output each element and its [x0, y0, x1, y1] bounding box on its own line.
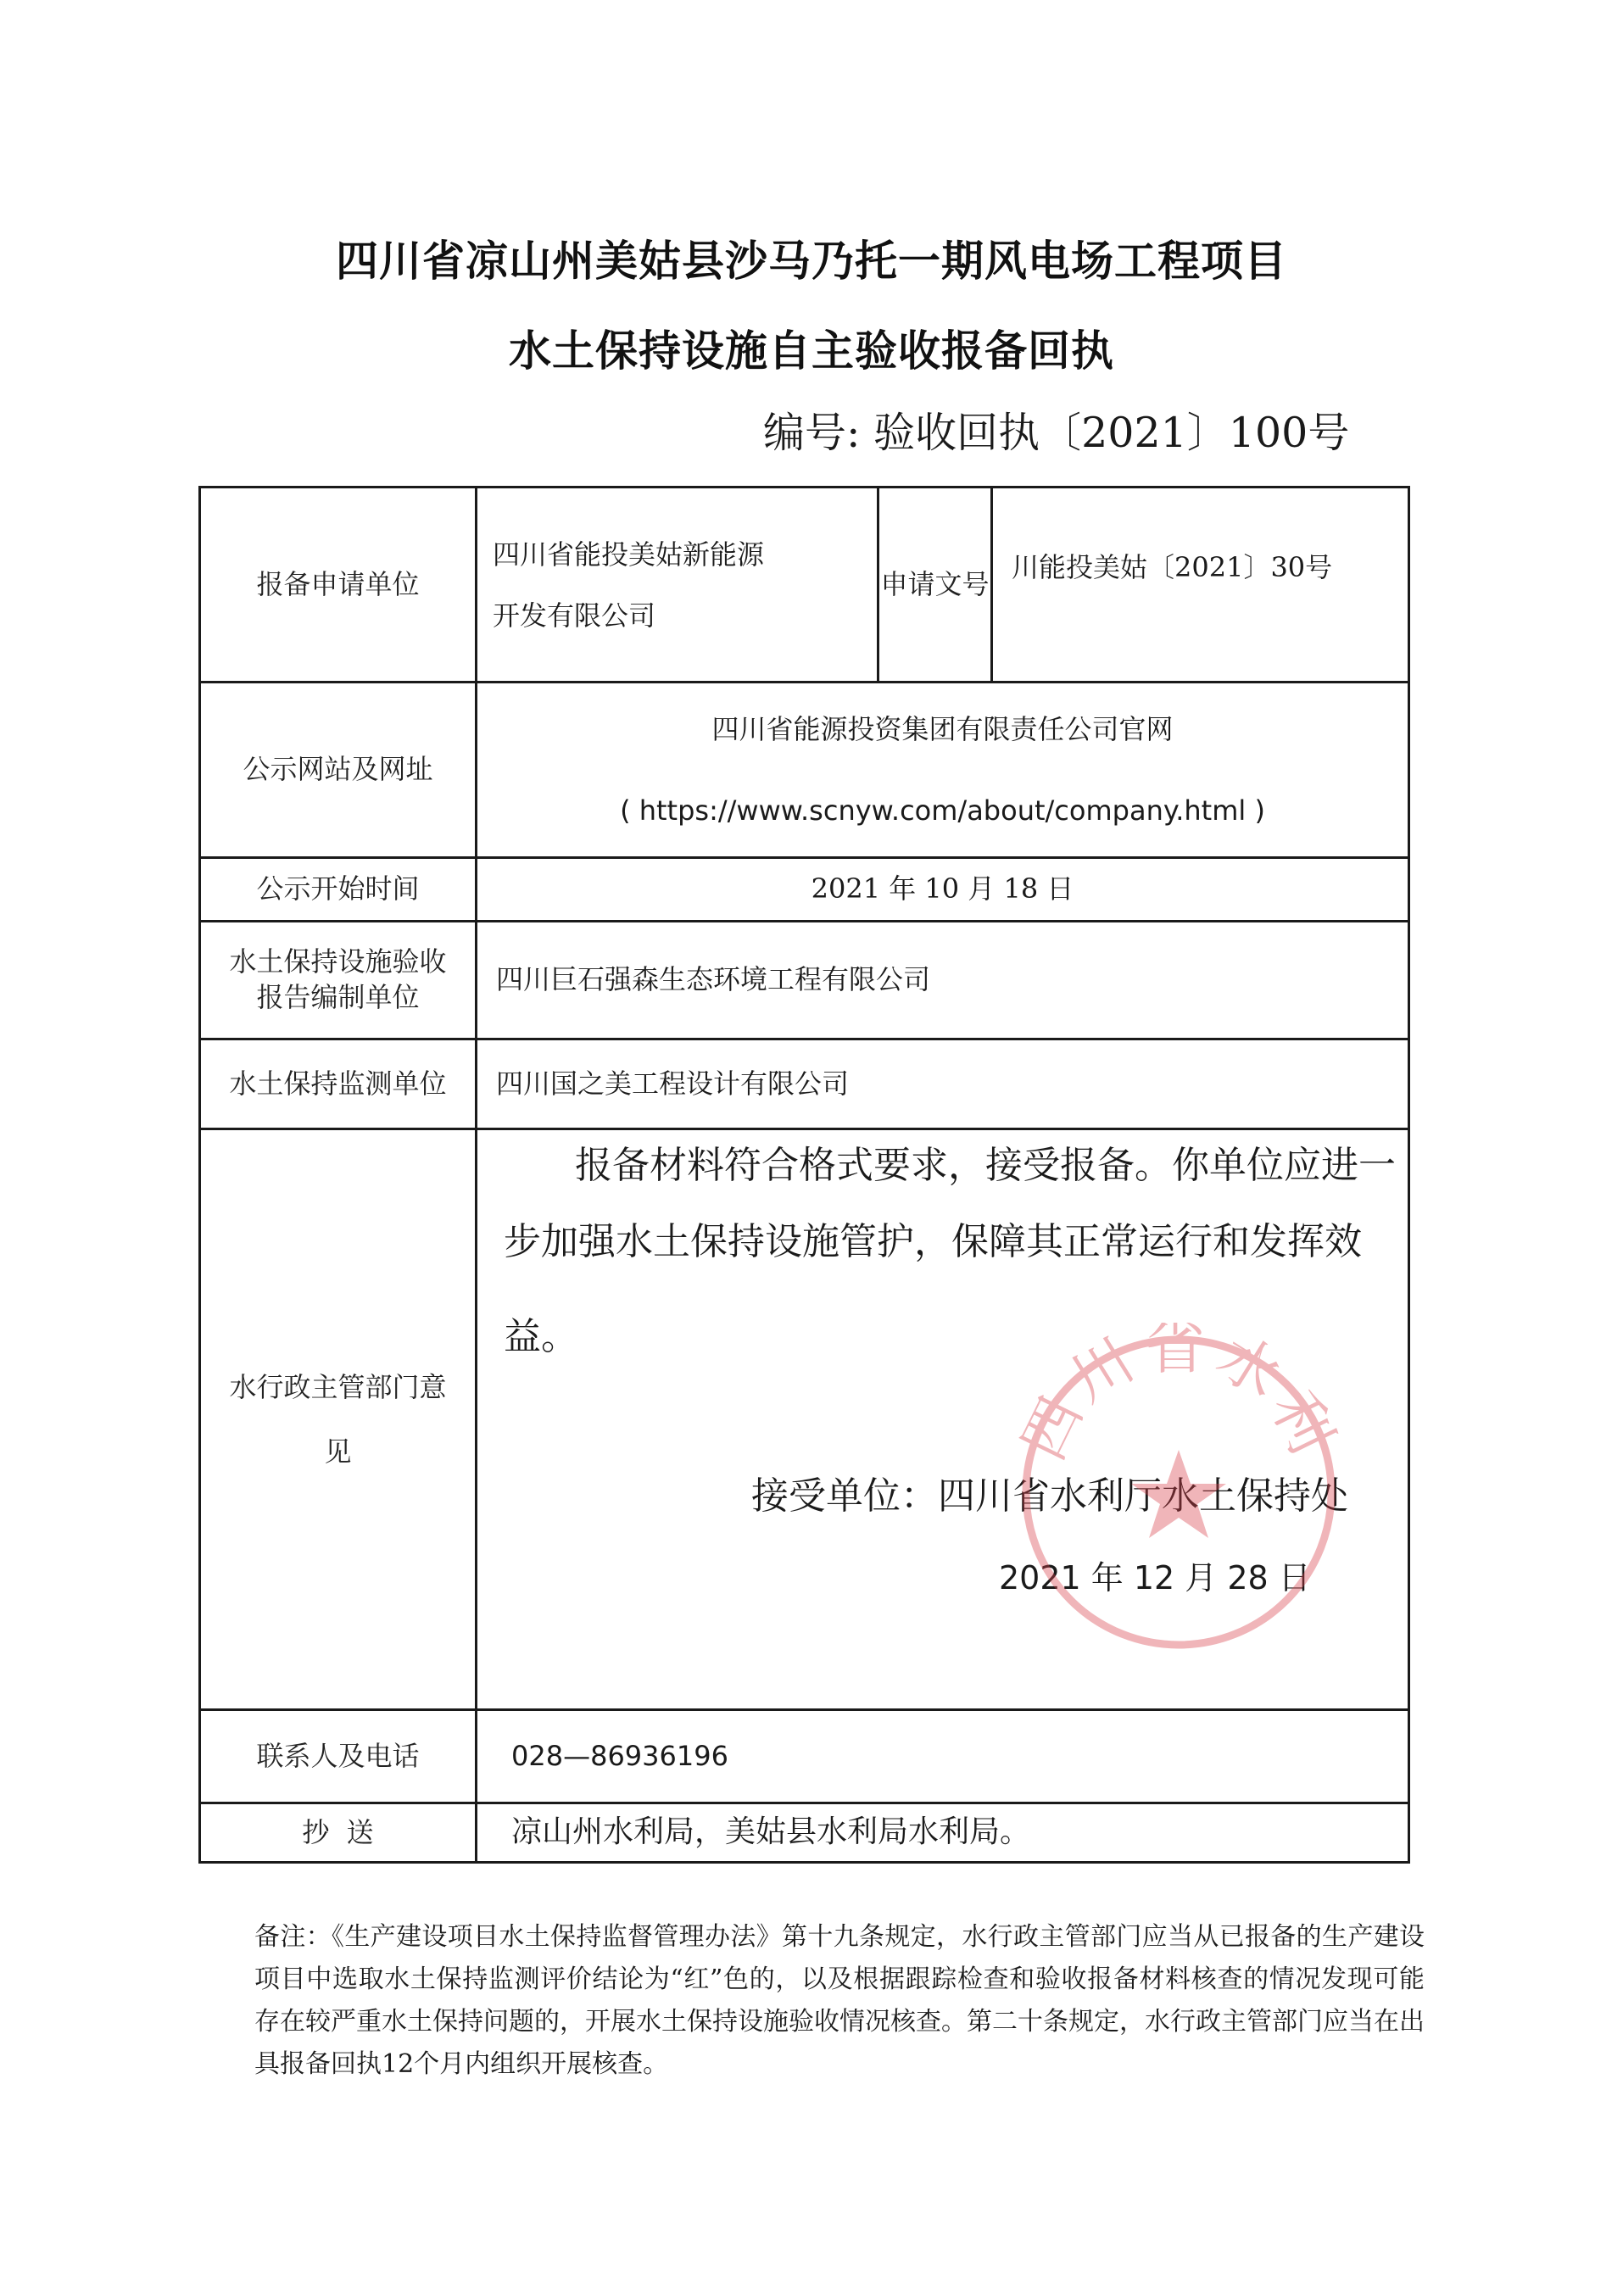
- value-applicant: 四川省能投美姑新能源 开发有限公司: [493, 538, 765, 632]
- value-doc-number: 川能投美姑〔2021〕30号: [1012, 550, 1333, 583]
- table-border-bottom: [198, 1861, 1410, 1864]
- table-border-right: [1408, 486, 1410, 1864]
- value-start-time: 2021 年 10 月 18 日: [811, 872, 1074, 906]
- opinion-date: 2021 年 12 月 28 日: [999, 1559, 1311, 1597]
- opinion-line2: 步加强水土保持设施管护，保障其正常运行和发挥效: [504, 1220, 1362, 1263]
- value-report-unit: 四川巨石强森生态环境工程有限公司: [496, 963, 931, 996]
- website-name: 四川省能源投资集团有限责任公司官网: [711, 713, 1174, 745]
- website-url[interactable]: ( https://www.scnyw.com/about/company.html ): [620, 794, 1265, 827]
- label-cc: 抄 送: [302, 1815, 374, 1848]
- label-monitor-unit: 水土保持监测单位: [229, 1067, 447, 1100]
- document-number-value: 验收回执〔2021〕100号: [873, 409, 1350, 457]
- opinion-receiver: 接受单位：四川省水利厅水土保持处: [751, 1474, 1348, 1518]
- label-opinion: 水行政主管部门意 见: [229, 1371, 447, 1468]
- document-title-line2: 水土保持设施自主验收报备回执: [509, 326, 1114, 376]
- value-monitor-unit: 四川国之美工程设计有限公司: [496, 1067, 850, 1100]
- label-applicant: 报备申请单位: [256, 567, 420, 600]
- document-title-line1: 四川省凉山州美姑县沙马乃托一期风电场工程项目: [336, 237, 1287, 286]
- label-start-time: 公示开始时间: [256, 872, 420, 906]
- document-number: [763, 400, 1357, 460]
- value-website: [477, 683, 1408, 856]
- official-seal: [1009, 1323, 1348, 1662]
- opinion-line3: 益。: [504, 1315, 578, 1358]
- value-contact: 028—86936196: [511, 1739, 728, 1772]
- document-number-label: 编号:: [763, 409, 861, 457]
- label-website: 公示网站及网址: [243, 753, 433, 786]
- value-cc: 凉山州水利局，美姑县水利局水利局。: [511, 1814, 1031, 1850]
- label-doc-number: 申请文号: [880, 567, 990, 600]
- seal-text: 四川省水利: [1009, 1323, 1348, 1470]
- opinion-line1: 报备材料符合格式要求，接受报备。你单位应进一: [575, 1144, 1396, 1187]
- label-contact: 联系人及电话: [256, 1739, 420, 1772]
- label-report-unit: 水土保持设施验收 报告编制单位: [229, 945, 447, 1013]
- seal-icon: [1009, 1323, 1348, 1662]
- footnote: 备注：《生产建设项目水土保持监督管理办法》第十九条规定，水行政主管部门应当从已报备的生产建设项目中选取水土保持监测评价结论为“红”色的，以及根据跟踪检查和验收报备材料核查的情况发现可能存在较严重水土保持问题的，开展水土保持设施验收情况核查。第二十条规定，水行政主管部门应当在出具报备回执12个月内组织开展核查。: [254, 1922, 1425, 2079]
- svg-text:四川省水利: [1009, 1323, 1348, 1470]
